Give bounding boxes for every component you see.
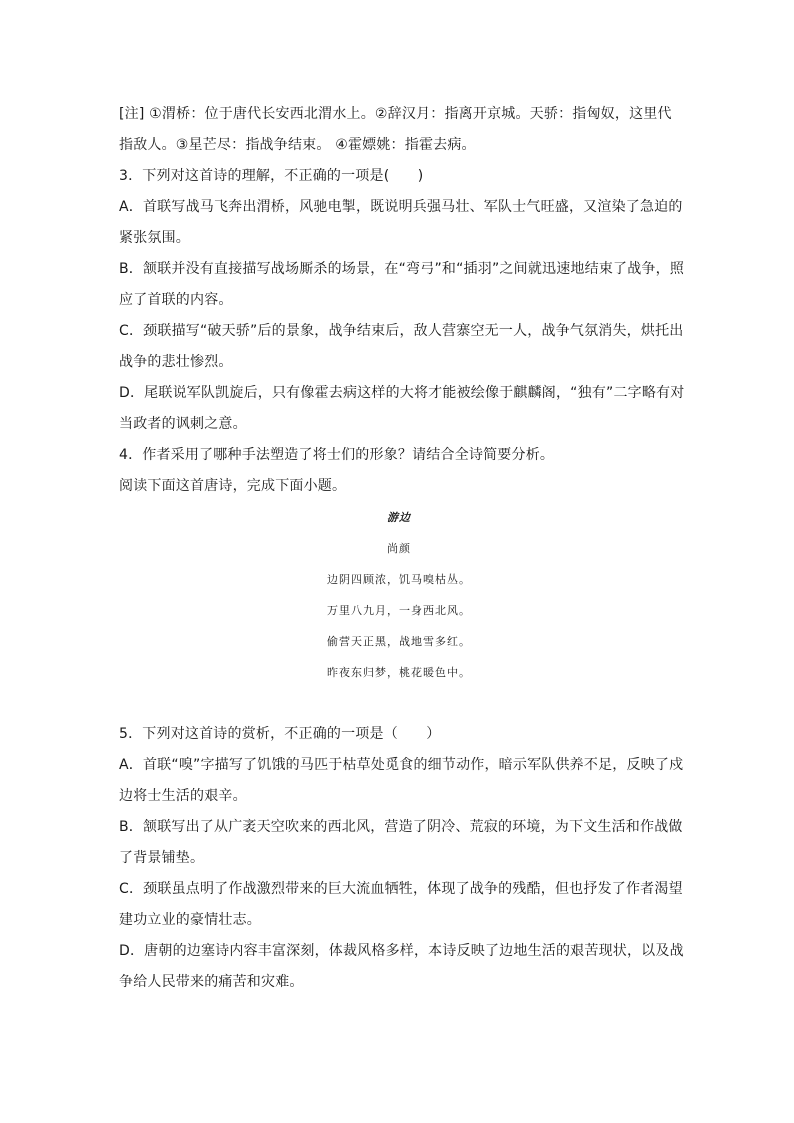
question-3-option-a-line-2: 紧张氛围。 [119,230,190,246]
question-3-option-b-line-1: B．颔联并没有直接描写战场厮杀的场景，在“弯弓”和“插羽”之间就迅速地结束了战争，照 [119,261,685,277]
question-5-option-b-line-1: B．颔联写出了从广袤天空吹来的西北风，营造了阴冷、荒寂的环境，为下文生活和作战做 [119,819,683,835]
question-5-option-b-line-2: 了背景铺垫。 [119,850,205,866]
poem-line-3: 偷营天正黑，战地雪多红。 [327,635,471,648]
question-5-option-c-line-2: 建功立业的豪情壮志。 [119,912,261,928]
question-5-option-d-line-1: D．唐朝的边塞诗内容丰富深刻，体裁风格多样，本诗反映了边地生活的艰苦现状，以及战 [119,943,684,959]
poem-line-2: 万里八九月，一身西北风。 [327,604,471,617]
question-4-stem: 4．作者采用了哪种手法塑造了将士们的形象？请结合全诗简要分析。 [119,447,555,463]
question-3-option-b-line-2: 应了首联的内容。 [119,292,233,308]
question-5-stem: 5．下列对这首诗的赏析，不正确的一项是（ ） [119,726,441,742]
blank-spacer [119,688,679,719]
question-3-stem: 3．下列对这首诗的理解，不正确的一项是( ) [119,168,424,184]
poem-line-4: 昨夜东归梦，桃花暖色中。 [327,666,471,679]
note-line-1: [注] ①渭桥：位于唐代长安西北渭水上。②辞汉月：指离开京城。天骄：指匈奴，这里代 [119,106,672,122]
question-5-option-a-line-1: A．首联“嗅”字描写了饥饿的马匹于枯草处觅食的细节动作，暗示军队供养不足，反映了戍 [119,757,684,773]
document-content [119,99,685,998]
question-3-option-c-line-1: C．颈联描写“破天骄”后的景象，战争结束后，敌人营寨空无一人，战争气氛消失，烘托出 [119,323,684,339]
question-3-option-d-line-1: D．尾联说军队凯旋后，只有像霍去病这样的大将才能被绘像于麒麟阁，“独有”二字略有对 [119,385,685,401]
reading-intro: 阅读下面这首唐诗，完成下面小题。 [119,478,347,494]
poem-author: 尚颜 [387,542,411,555]
question-3-option-d-line-2: 当政者的讽刺之意。 [119,416,247,432]
question-5-option-a-line-2: 边将士生活的艰辛。 [119,788,247,804]
question-5-option-c-line-1: C．颈联虽点明了作战激烈带来的巨大流血牺牲，体现了战争的残酷，但也抒发了作者渴望 [119,881,683,897]
question-5-option-d-line-2: 争给人民带来的痛苦和灾难。 [119,974,304,990]
poem-line-1: 边阴四顾浓，饥马嗅枯丛。 [327,573,471,586]
question-3-option-c-line-2: 战争的悲壮惨烈。 [119,354,233,370]
note-line-2: 指敌人。③星芒尽：指战争结束。 ④霍嫖姚：指霍去病。 [119,137,476,153]
question-3-option-a-line-1: A．首联写战马飞奔出渭桥，风驰电掣，既说明兵强马壮、军队士气旺盛，又渲染了急迫的 [119,199,683,215]
poem-title: 游边 [387,511,411,524]
